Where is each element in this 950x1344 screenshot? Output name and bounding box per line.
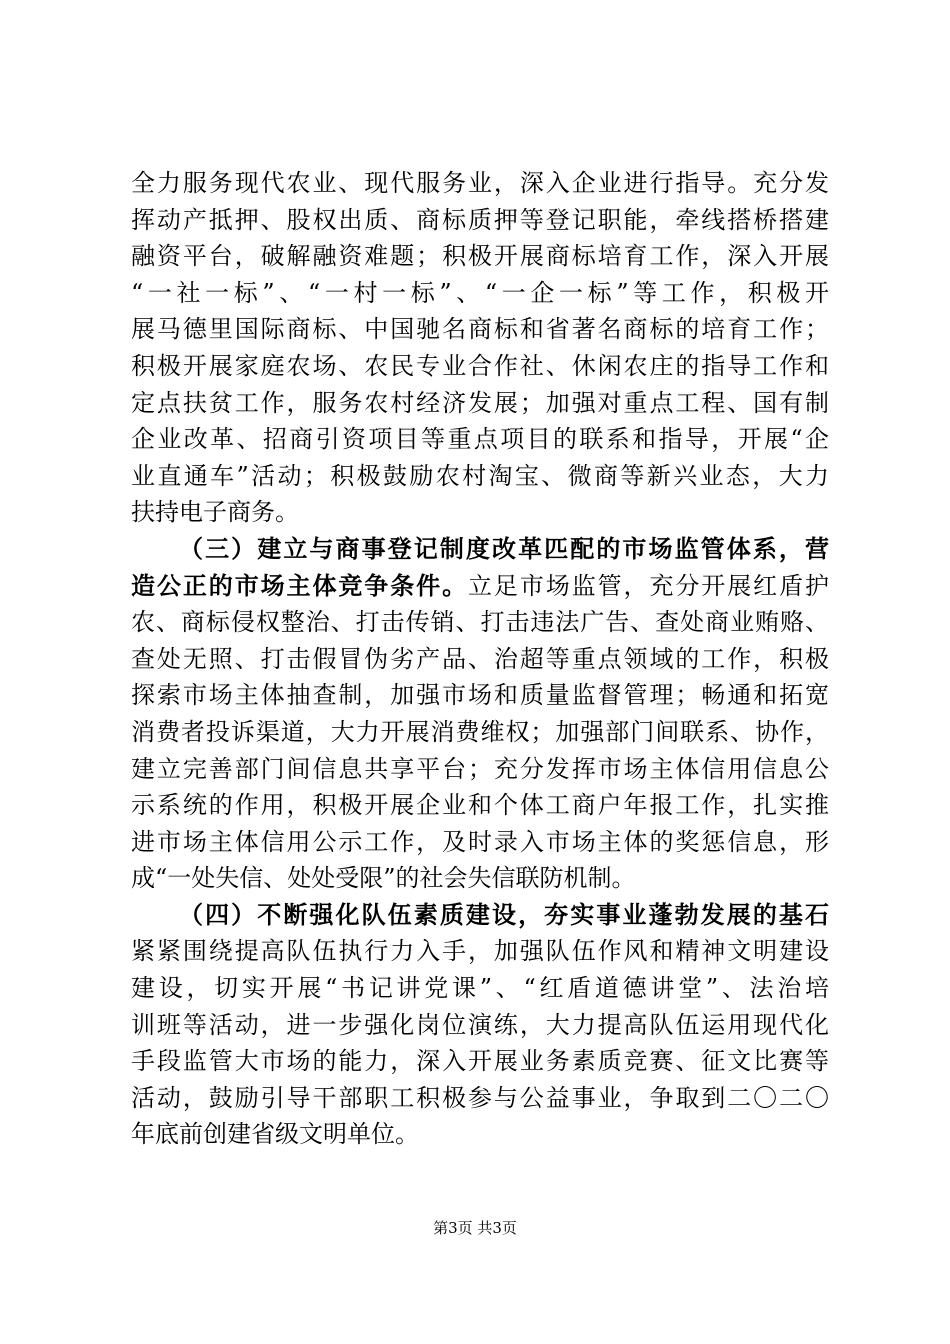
text-line: 积极开展家庭农场、农民专业合作社、休闲农庄的指导工作和 bbox=[131, 351, 829, 380]
text-line: 定点扶贫工作，服务农村经济发展；加强对重点工程、国有制 bbox=[131, 388, 829, 417]
section-heading: （三）建立与商事登记制度改革匹配的市场监管体系，营 bbox=[179, 533, 829, 563]
text-line: 消费者投诉渠道，大力开展消费维权；加强部门间联系、协作， bbox=[131, 717, 829, 746]
text-line: 活动，鼓励引导干部职工积极参与公益事业，争取到二〇二〇 bbox=[131, 1083, 829, 1112]
paragraph-services bbox=[131, 165, 829, 531]
text-line: 挥动产抵押、股权出质、商标质押等登记职能，牵线搭桥搭建 bbox=[131, 205, 829, 234]
section-heading-line bbox=[131, 897, 829, 934]
text-line: 业直通车”活动；积极鼓励农村淘宝、微商等新兴业态，大力 bbox=[131, 461, 829, 490]
section-heading-line bbox=[131, 531, 829, 568]
text-line: 建设，切实开展“书记讲党课”、“红盾道德讲堂”、法治培 bbox=[131, 974, 829, 1003]
text-line: 扶持电子商务。 bbox=[131, 498, 299, 527]
paragraph-section-4 bbox=[131, 897, 829, 1153]
text-line: 年底前创建省级文明单位。 bbox=[131, 1120, 419, 1149]
text-line: 展马德里国际商标、中国驰名商标和省著名商标的培育工作； bbox=[131, 315, 829, 344]
text-line: 农、商标侵权整治、打击传销、打击违法广告、查处商业贿赂、 bbox=[131, 608, 829, 637]
text-line: 企业改革、招商引资项目等重点项目的联系和指导，开展“企 bbox=[131, 425, 829, 454]
text-line: 建立完善部门间信息共享平台；充分发挥市场主体信用信息公 bbox=[131, 754, 829, 783]
text-line: 手段监管大市场的能力，深入开展业务素质竞赛、征文比赛等 bbox=[131, 1047, 829, 1076]
text-line: 训班等活动，进一步强化岗位演练，大力提高队伍运用现代化 bbox=[131, 1010, 829, 1039]
section-heading: 造公正的市场主体竞争条件。 bbox=[131, 570, 468, 600]
text-line: 造公正的市场主体竞争条件。立足市场监管，充分开展红盾护 bbox=[131, 570, 829, 600]
paragraph-section-3 bbox=[131, 531, 829, 897]
page-number: 第3页 共3页 bbox=[433, 1219, 517, 1237]
text-line: “一社一标”、“一村一标”、“一企一标”等工作，积极开 bbox=[131, 278, 829, 307]
text-line: 成“一处失信、处处受限”的社会失信联防机制。 bbox=[131, 864, 636, 893]
page-footer bbox=[0, 1218, 950, 1238]
text-line: 探索市场主体抽查制，加强市场和质量监督管理；畅通和拓宽 bbox=[131, 681, 829, 710]
section-heading: （四）不断强化队伍素质建设，夯实事业蓬勃发展的基石 bbox=[179, 899, 829, 929]
text-line: 紧紧围绕提高队伍执行力入手，加强队伍作风和精神文明建设 bbox=[131, 937, 829, 966]
text-line: 查处无照、打击假冒伪劣产品、治超等重点领域的工作，积极 bbox=[131, 644, 829, 673]
text-line: 进市场主体信用公示工作，及时录入市场主体的奖惩信息，形 bbox=[131, 827, 829, 856]
text-line: 全力服务现代农业、现代服务业，深入企业进行指导。充分发 bbox=[131, 169, 829, 197]
text-line: 示系统的作用，积极开展企业和个体工商户年报工作，扎实推 bbox=[131, 791, 829, 820]
document-body bbox=[131, 165, 829, 1153]
text-line: 融资平台，破解融资难题；积极开展商标培育工作，深入开展 bbox=[131, 242, 829, 271]
